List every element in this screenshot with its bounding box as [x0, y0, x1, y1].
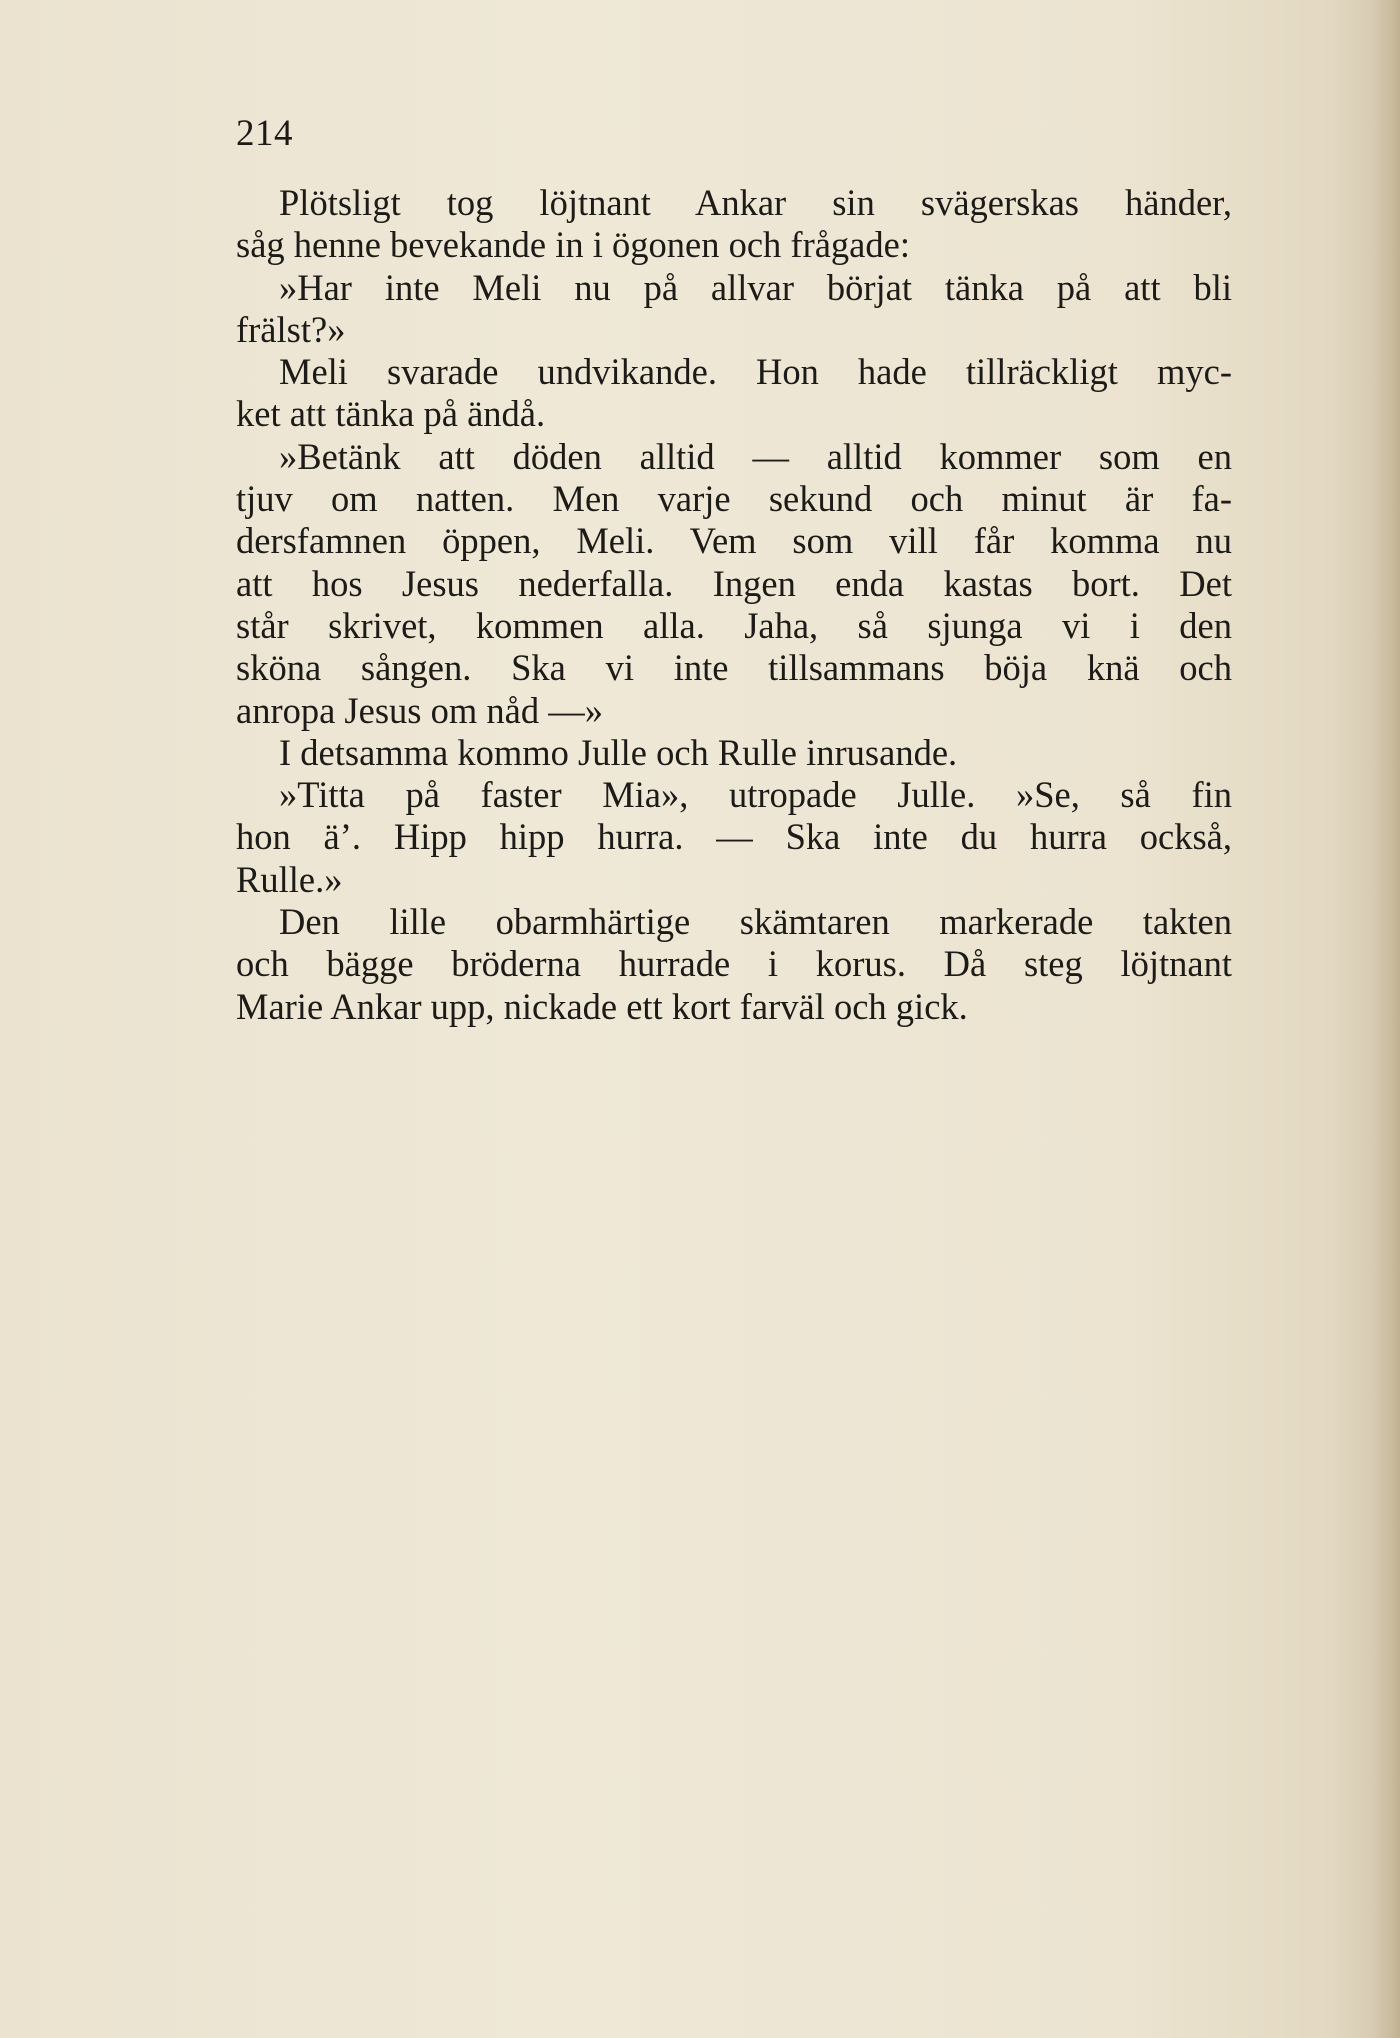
text-line: Meli svarade undvikande. Hon hade tillräckligt myc- — [279, 351, 1232, 393]
text-line: Marie Ankar upp, nickade ett kort farväl och gick. — [236, 985, 968, 1027]
text-line: Den lille obarmhärtige skämtaren markerade takten — [279, 901, 1232, 943]
text-line: sköna sången. Ska vi inte tillsammans böja knä och — [236, 647, 1232, 689]
page-number: 214 — [236, 113, 293, 154]
body-text — [236, 182, 1232, 1028]
text-line: Rulle.» — [236, 858, 343, 900]
text-line: står skrivet, kommen alla. Jaha, så sjunga vi i den — [236, 604, 1232, 646]
text-line: frälst?» — [236, 308, 346, 350]
text-line: »Betänk att döden alltid — alltid kommer som en — [279, 435, 1232, 477]
page-edge-shadow — [1374, 0, 1400, 2038]
text-line: »Har inte Meli nu på allvar börjat tänka på att bli — [279, 266, 1232, 308]
text-line: Plötsligt tog löjtnant Ankar sin svägerskas händer, — [279, 182, 1232, 223]
text-line: anropa Jesus om nåd —» — [236, 689, 603, 731]
text-line: I detsamma kommo Julle och Rulle inrusande. — [279, 731, 958, 773]
text-line: dersfamnen öppen, Meli. Vem som vill får komma nu — [236, 520, 1232, 562]
text-line: såg henne bevekande in i ögonen och frågade: — [236, 224, 910, 266]
text-line: och bägge bröderna hurrade i korus. Då steg löjtnant — [236, 943, 1232, 985]
text-line: »Titta på faster Mia», utropade Julle. »Se, så fin — [279, 774, 1232, 816]
text-line: att hos Jesus nederfalla. Ingen enda kastas bort. Det — [236, 562, 1232, 604]
text-line: tjuv om natten. Men varje sekund och minut är fa- — [236, 478, 1232, 520]
text-line: hon ä’. Hipp hipp hurra. — Ska inte du hurra också, — [236, 816, 1232, 858]
text-line: ket att tänka på ändå. — [236, 393, 546, 435]
